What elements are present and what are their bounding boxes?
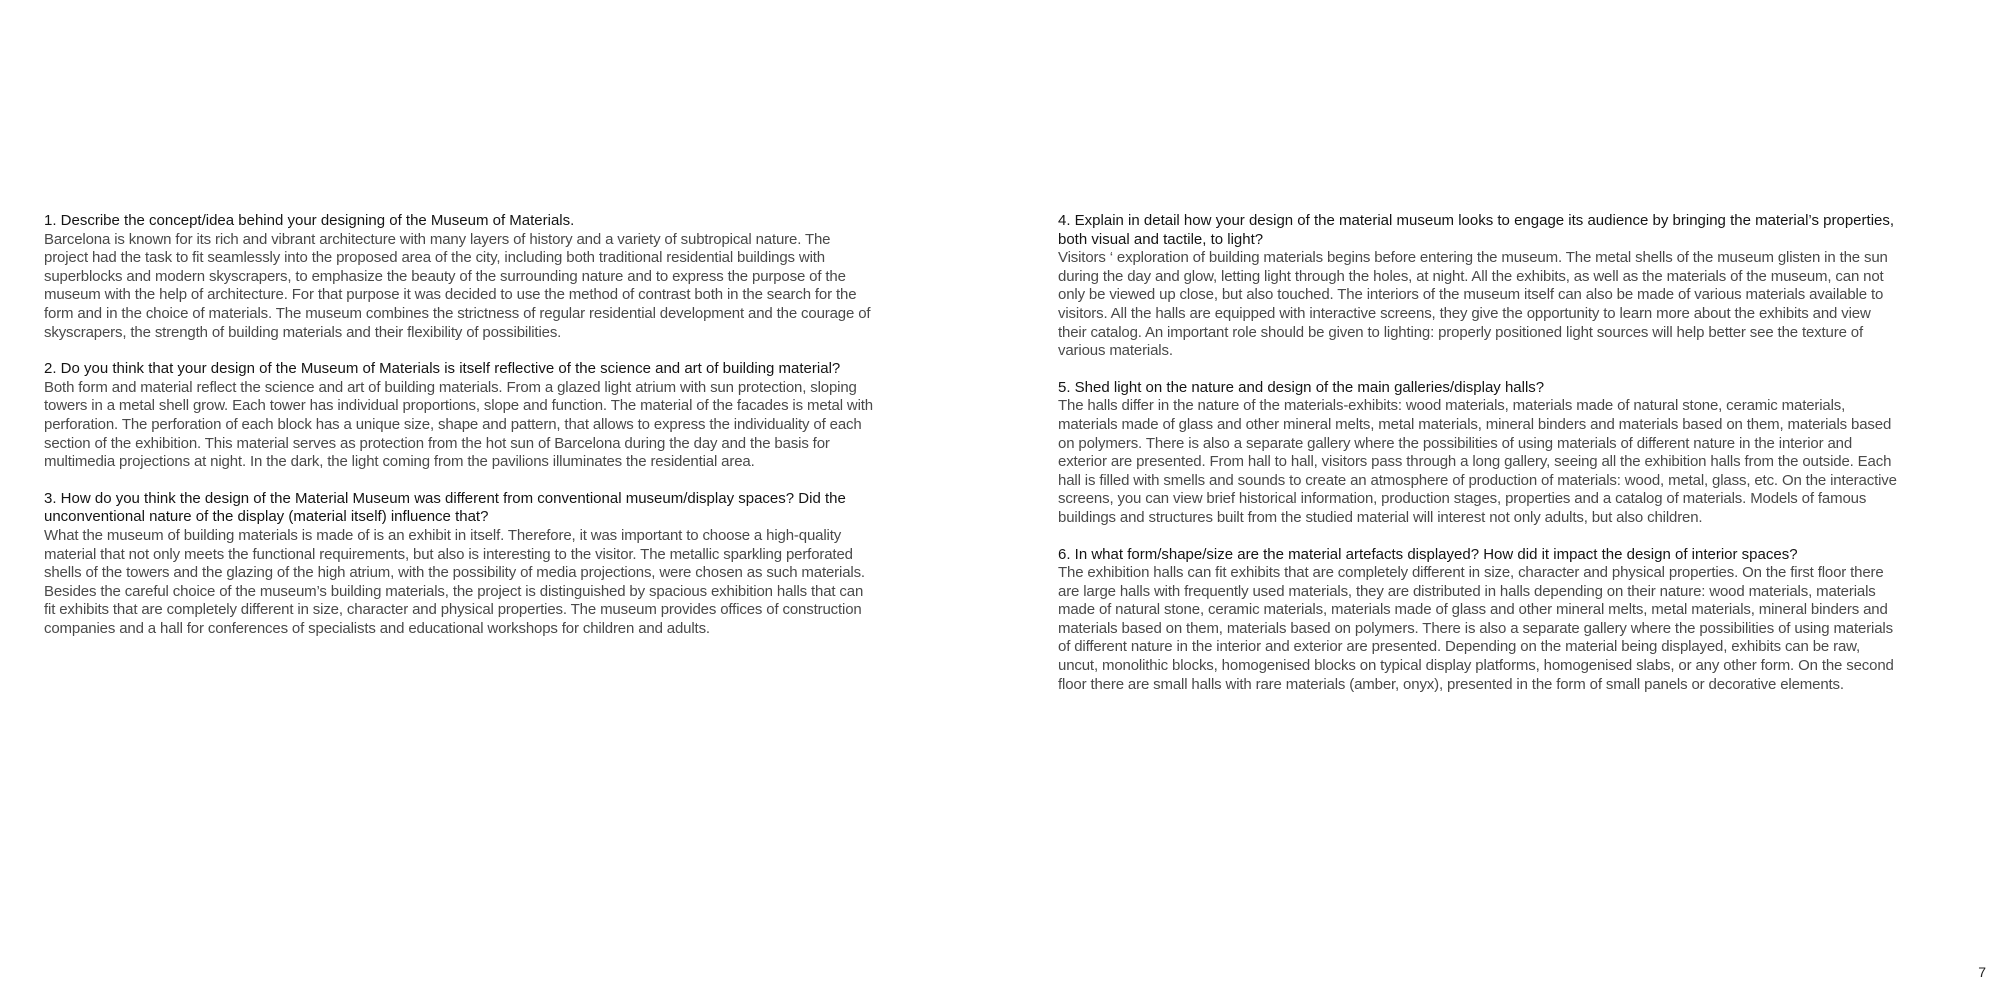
answer-1: Barcelona is known for its rich and vibrant architecture with many layers of history and a variety of subtropical nature. The project had the task to fit seamlessly into the proposed area of the city, including both traditional residential buildings with superblocks and modern skyscrapers, to emphasize the beauty of the surrounding nature and to express the purpose of the museum with the help of architecture. For that purpose it was decided to use the method of contrast both in the search for the form and in the choice of materials. The museum combines the strictness of regular residential development and the courage of skyscrapers, the strength of building materials and their flexibility of possibilities. [44, 230, 871, 341]
qa-block-6 [1058, 546, 1898, 695]
question-2: 2. Do you think that your design of the Museum of Materials is itself reflective of the science and art of building material? [44, 360, 841, 378]
question-3: 3. How do you think the design of the Material Museum was different from conventional museum/display spaces? Did the unconventional nature of the display (material itself) influence that? [44, 489, 846, 526]
qa-block-2 [44, 360, 874, 472]
answer-3: What the museum of building materials is made of is an exhibit in itself. Therefore, it was important to choose a high-quality material that not only meets the functional requirements, but also is interesting to the visitor. The metallic sparkling perforated shells of the towers and the glazing of the high atrium, with the possibility of media projections, were chosen as such materials. Besides the careful choice of the museum’s building materials, the project is distinguished by spacious exhibition halls that can fit exhibits that are completely different in size, character and physical properties. The museum provides offices of construction companies and a hall for conferences of specialists and educational workshops for children and adults. [44, 526, 865, 637]
qa-block-3 [44, 490, 874, 639]
question-5: 5. Shed light on the nature and design of the main galleries/display halls? [1058, 378, 1545, 396]
question-6: 6. In what form/shape/size are the material artefacts displayed? How did it impact the design of interior spaces? [1058, 545, 1798, 563]
question-1: 1. Describe the concept/idea behind your designing of the Museum of Materials. [44, 212, 575, 229]
question-4: 4. Explain in detail how your design of the material museum looks to engage its audience by bringing the material’s properties, both visual and tactile, to light? [1058, 212, 1895, 248]
qa-block-1 [44, 212, 874, 342]
right-column [1058, 212, 1898, 712]
qa-block-5 [1058, 379, 1898, 528]
answer-6: The exhibition halls can fit exhibits that are completely different in size, character and physical properties. On the first floor there are large halls with frequently used materials, they are distributed in halls depending on their nature: wood materials, materials made of natural stone, ceramic materials, materials made of glass and other mineral melts, metal materials, mineral binders and materials based on them, materials based on polymers. There is also a separate gallery where the possibilities of using materials of different nature in the interior and exterior are presented. Depending on the material being displayed, exhibits can be raw, uncut, monolithic blocks, homogenised blocks on typical display platforms, homogenised slabs, or any other form. On the second floor there are small halls with rare materials (amber, onyx), presented in the form of small panels or decorative elements. [1058, 564, 1894, 693]
answer-2: Both form and material reflect the science and art of building materials. From a glazed light atrium with sun protection, sloping towers in a metal shell grow. Each tower has individual proportions, slope and function. The material of the facades is metal with perforation. The perforation of each block has a unique size, shape and pattern, that allows to express the individuality of each section of the exhibition. This material serves as protection from the hot sun of Barcelona during the day and the basis for multimedia projections at night. In the dark, the light coming from the pavilions illuminates the residential area. [44, 378, 874, 471]
answer-5: The halls differ in the nature of the materials-exhibits: wood materials, materials made of natural stone, ceramic materials, materials made of glass and other mineral melts, metal materials, mineral binders and materials based on them, materials based on polymers. There is also a separate gallery where the possibilities of using materials of different nature in the interior and exterior are presented. From hall to hall, visitors pass through a long gallery, seeing all the exhibition halls from the outside. Each hall is filled with smells and sounds to create an atmosphere of production of materials: wood, metal, glass, etc. On the interactive screens, you can view brief historical information, production stages, properties and a catalog of materials. Models of famous buildings and structures built from the studied material will interest not only adults, but also children. [1058, 397, 1897, 526]
answer-4: Visitors ‘ exploration of building materials begins before entering the museum. The metal shells of the museum glisten in the sun during the day and glow, letting light through the holes, at night. All the exhibits, as well as the materials of the museum, can not only be viewed up close, but also touched. The interiors of the museum itself can also be made of various materials available to visitors. All the halls are equipped with interactive screens, they give the opportunity to learn more about the exhibits and view their catalog. An important role should be given to lighting: properly positioned light sources will help better see the texture of various materials. [1058, 249, 1888, 360]
left-column [44, 212, 874, 656]
page-number: 7 [1978, 964, 1986, 980]
qa-block-4 [1058, 212, 1898, 361]
